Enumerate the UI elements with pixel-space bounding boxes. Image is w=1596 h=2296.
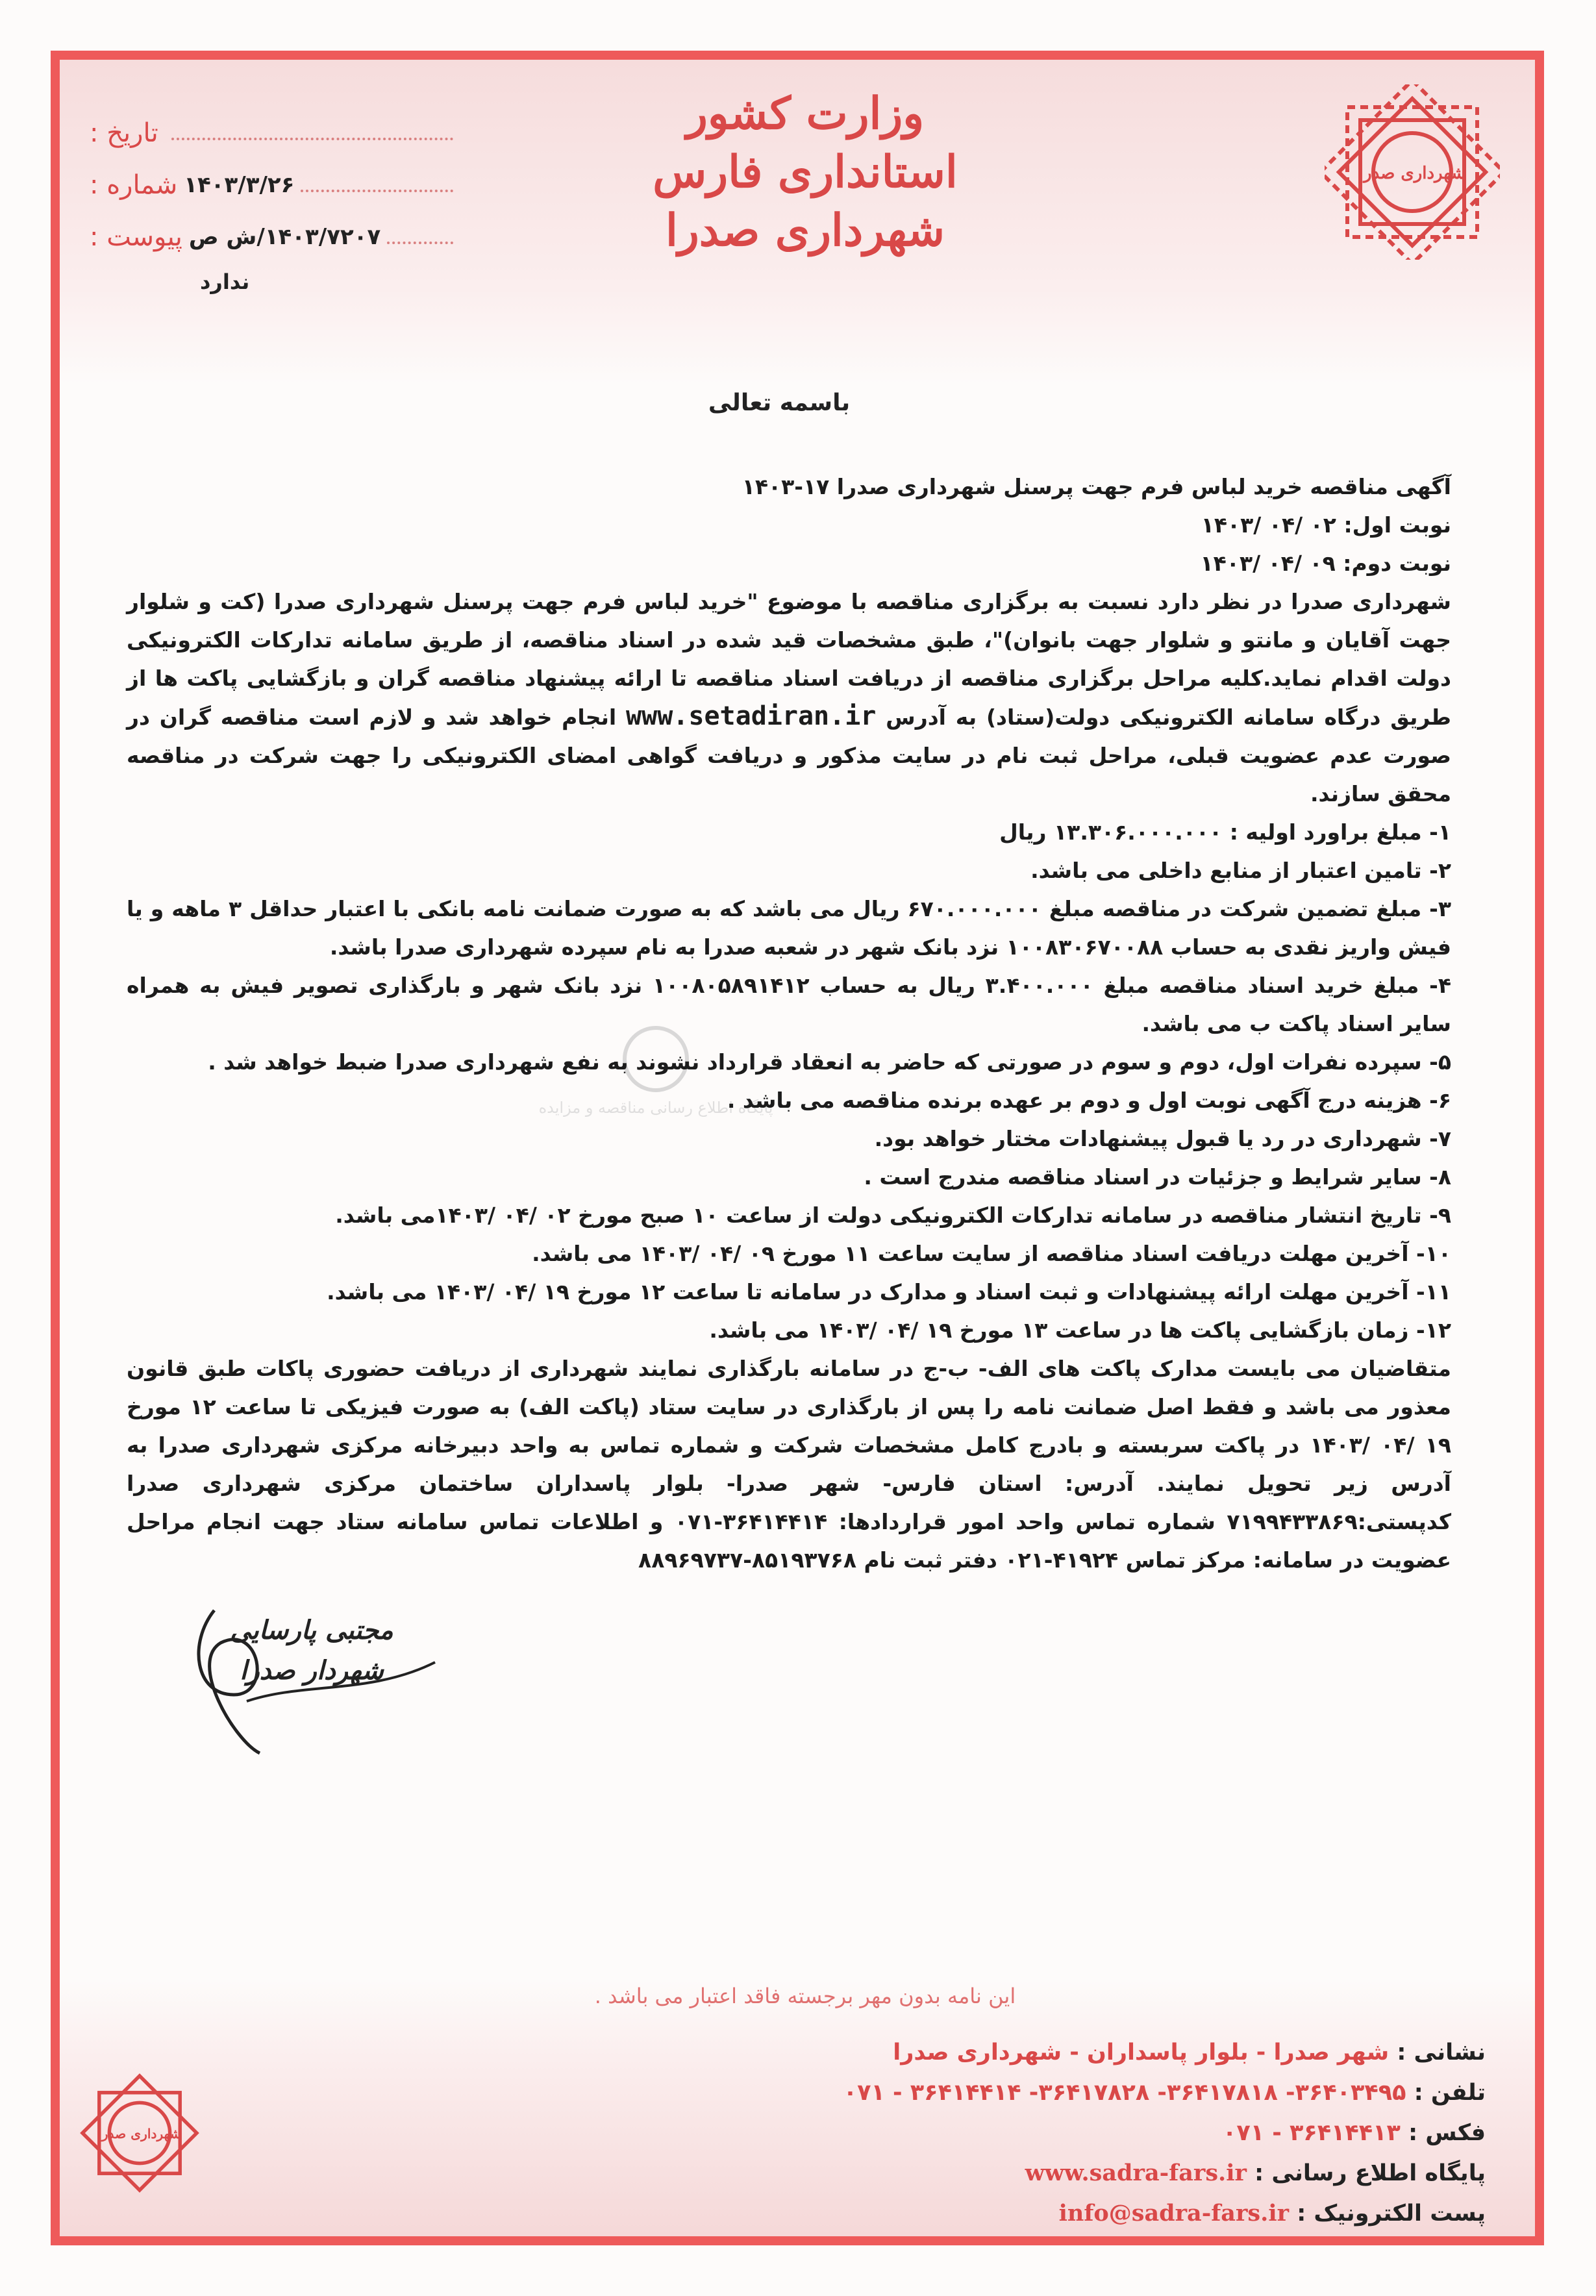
footer-emblem-text: شهرداری صدرا (98, 2125, 181, 2141)
item-3: ۳- مبلغ تضمین شرکت در مناقصه مبلغ ۶۷۰.۰۰۰.۰۰۰ ریال می باشد که به صورت ضمانت نامه بانکی با اعتبار حداقل ۳ ماهه و یا فیش واریز نقدی به حساب ۱۰۰۸۳۰۶۷۰۰۸۸ نزد بانک شهر در شعبه صدرا به نام سپرده شهرداری صدرا باشد. (127, 896, 1451, 960)
fax-value: ۳۶۴۱۴۴۱۳ - ۰۷۱ (1222, 2120, 1401, 2146)
item-10: ۱۰- آخرین مهلت دریافت اسناد مناقصه از سایت ساعت ۱۱ مورخ ۰۹ /۰۴ /۱۴۰۳ می باشد. (532, 1241, 1451, 1266)
email-link[interactable]: info@sadra-fars.ir (1058, 2200, 1290, 2227)
fax-label: فکس : (1408, 2120, 1486, 2146)
number-dots (301, 190, 453, 192)
watermark-title: پایگاه اطلاع رسانی مناقصه و مزایده (538, 1099, 773, 1117)
number-row (90, 159, 453, 211)
item-5: ۵- سپرده نفرات اول، دوم و سوم در صورتی که حاضر به انعقاد قرارداد نشوند به نفع شهرداری صدرا ضبط خواهد شد . (208, 1049, 1451, 1075)
signature-block (188, 1610, 435, 1691)
address-value: شهر صدرا - بلوار پاسداران - شهرداری صدرا (893, 2040, 1390, 2065)
signer-name: مجتبی پارسایی (230, 1615, 393, 1645)
attachment-label: پیوست : (90, 222, 182, 252)
website-link[interactable]: www.sadra-fars.ir (1025, 2160, 1247, 2186)
date-label: تاریخ : (90, 118, 158, 148)
item-7: ۷- شهرداری در رد یا قبول پیشنهادات مختار خواهد بود. (874, 1126, 1451, 1151)
validity-notice: این نامه بدون مهر برجسته فاقد اعتبار می باشد . (594, 1984, 1016, 2008)
date-dots (171, 138, 453, 140)
signer-title: شهردار صدرا (240, 1655, 384, 1686)
item-12: ۱۲- زمان بازگشایی پاکت ها در ساعت ۱۳ مورخ ۱۹ /۰۴ /۱۴۰۳ می باشد. (709, 1317, 1451, 1343)
item-4: ۴- مبلغ خرید اسناد مناقصه مبلغ ۳.۴۰۰.۰۰۰ ریال به حساب ۱۰۰۸۰۵۸۹۱۴۱۲ نزد بانک شهر و بارگذاری تصویر فیش به همراه سایر اسناد پاکت ب می باشد. (127, 973, 1452, 1036)
intro-after-url: انجام خواهد شد و لازم است مناقصه گران در صورت عدم عضویت قبلی، مراحل ثبت نام در سایت مذکور و دریافت گواهی امضای الکترونیکی را جهت شرکت در مناقصه محقق سازند. (127, 705, 1451, 806)
letter-meta (90, 107, 453, 294)
website-label: پایگاه اطلاع رسانی : (1254, 2160, 1486, 2186)
item-2: ۲- تامین اعتبار از منابع داخلی می باشد. (1030, 858, 1451, 883)
attachment-value: ۱۴۰۳/۷۲۰۷/ش ص (188, 224, 381, 250)
second-round: نوبت دوم: ۰۹ /۰۴ /۱۴۰۳ (1200, 551, 1451, 576)
first-round: نوبت اول: ۰۲ /۰۴ /۱۴۰۳ (1201, 512, 1451, 538)
emblem-text: شهرداری صدرا (1358, 164, 1466, 183)
attachment-row (90, 211, 453, 263)
ministry-heading (649, 84, 961, 260)
tender-title: آگهی مناقصه خرید لباس فرم جهت پرسنل شهرداری صدرا ۱۷-۱۴۰۳ (742, 474, 1451, 499)
address-label: نشانی : (1397, 2040, 1486, 2065)
footer-email (187, 2193, 1486, 2234)
closing-paragraph: متقاضیان می بایست مدارک پاکت های الف- ب-ج در سامانه بارگذاری نمایند شهرداری از دریافت حضوری پاکات طبق قانون معذور می باشد و فقط اصل ضمانت نامه را پس از بارگذاری در سایت ستاد (پاکت الف) به صورت فیزیکی تا ساعت ۱۲ مورخ ۱۹ /۰۴ /۱۴۰۳ در پاکت سربسته و بادرج کامل مشخصات شرکت و شماره تماس به واحد دبیرخانه مرکزی شهرداری صدرا به آدرس زیر تحویل نمایند. آدرس: استان فارس- شهر صدرا- بلوار پاسداران ساختمان مرکزی شهرداری صدرا کدپستی:۷۱۹۹۴۳۳۸۶۹ شماره تماس واحد امور قراردادها: ۳۶۴۱۴۴۱۴-۰۷۱ و اطلاعات تماس سامانه ستاد جهت انجام مراحل عضویت در سامانه: مرکز تماس ۴۱۹۲۴-۰۲۱ دفتر ثبت نام ۸۵۱۹۳۷۶۸-۸۸۹۶۹۷۳۷ (127, 1356, 1452, 1573)
number-value: ۱۴۰۳/۳/۲۶ (184, 172, 295, 198)
footer-fax (187, 2113, 1486, 2153)
email-label: پست الکترونیک : (1297, 2201, 1486, 2227)
number-label: شماره : (90, 170, 178, 200)
item-1: ۱- مبلغ براورد اولیه : ۱۳.۳۰۶.۰۰۰.۰۰۰ ریال (999, 819, 1451, 845)
bismillah: باسمه تعالی (708, 390, 851, 416)
date-row (90, 107, 453, 159)
attachment-dots (387, 242, 453, 244)
attachment-extra: ندارد (200, 269, 250, 294)
municipality-emblem (1325, 84, 1500, 260)
ministry-line-2: استانداری فارس (653, 146, 958, 198)
phone-label: تلفن : (1414, 2080, 1486, 2106)
item-11: ۱۱- آخرین مهلت ارائه پیشنهادات و ثبت اسناد و مدارک در سامانه تا ساعت ۱۲ مورخ ۱۹ /۰۴ /۱۴۰۳ می باشد. (327, 1279, 1451, 1304)
item-8: ۸- سایر شرایط و جزئیات در اسناد مناقصه مندرج است . (864, 1164, 1451, 1190)
footer-website (187, 2153, 1486, 2193)
setad-url-link[interactable]: www.setadiran.ir (626, 701, 877, 731)
footer-contact (187, 2032, 1486, 2234)
phone-value: ۳۶۴۰۳۴۹۵- ۳۶۴۱۷۸۱۸- ۳۶۴۱۷۸۲۸- ۳۶۴۱۴۴۱۴ - ۰۷۱ (843, 2080, 1406, 2106)
letter-body (127, 468, 1451, 1579)
ministry-line-3: شهرداری صدرا (666, 205, 945, 256)
footer-address (187, 2032, 1486, 2073)
intro-before-url: شهرداری صدرا در نظر دارد نسبت به برگزاری مناقصه با موضوع "خرید لباس فرم جهت پرسنل شهرداری صدرا (کت و شلوار جهت آقایان و مانتو و شلوار جهت بانوان)"، طبق مشخصات قید شده در اسناد مناقصه، از طریق سامانه تدارکات الکترونیکی دولت اقدام نماید.کلیه مراحل برگزاری مناقصه از دریافت اسناد مناقصه تا ارائه پیشنهاد مناقصه گران و بازگشایی پاکت ها از طریق درگاه سامانه الکترونیکی دولت(ستاد) به آدرس (127, 589, 1451, 730)
item-9: ۹- تاریخ انتشار مناقصه در سامانه تدارکات الکترونیکی دولت از ساعت ۱۰ صبح مورخ ۰۲ /۰۴ /۱۴۰۳می باشد. (335, 1203, 1451, 1228)
item-6: ۶- هزینه درج آگهی نوبت اول و دوم بر عهده برنده مناقصه می باشد . (727, 1088, 1451, 1113)
intro-paragraph (127, 582, 1451, 813)
footer-phone (187, 2073, 1486, 2113)
ministry-line-1: وزارت کشور (686, 88, 925, 140)
